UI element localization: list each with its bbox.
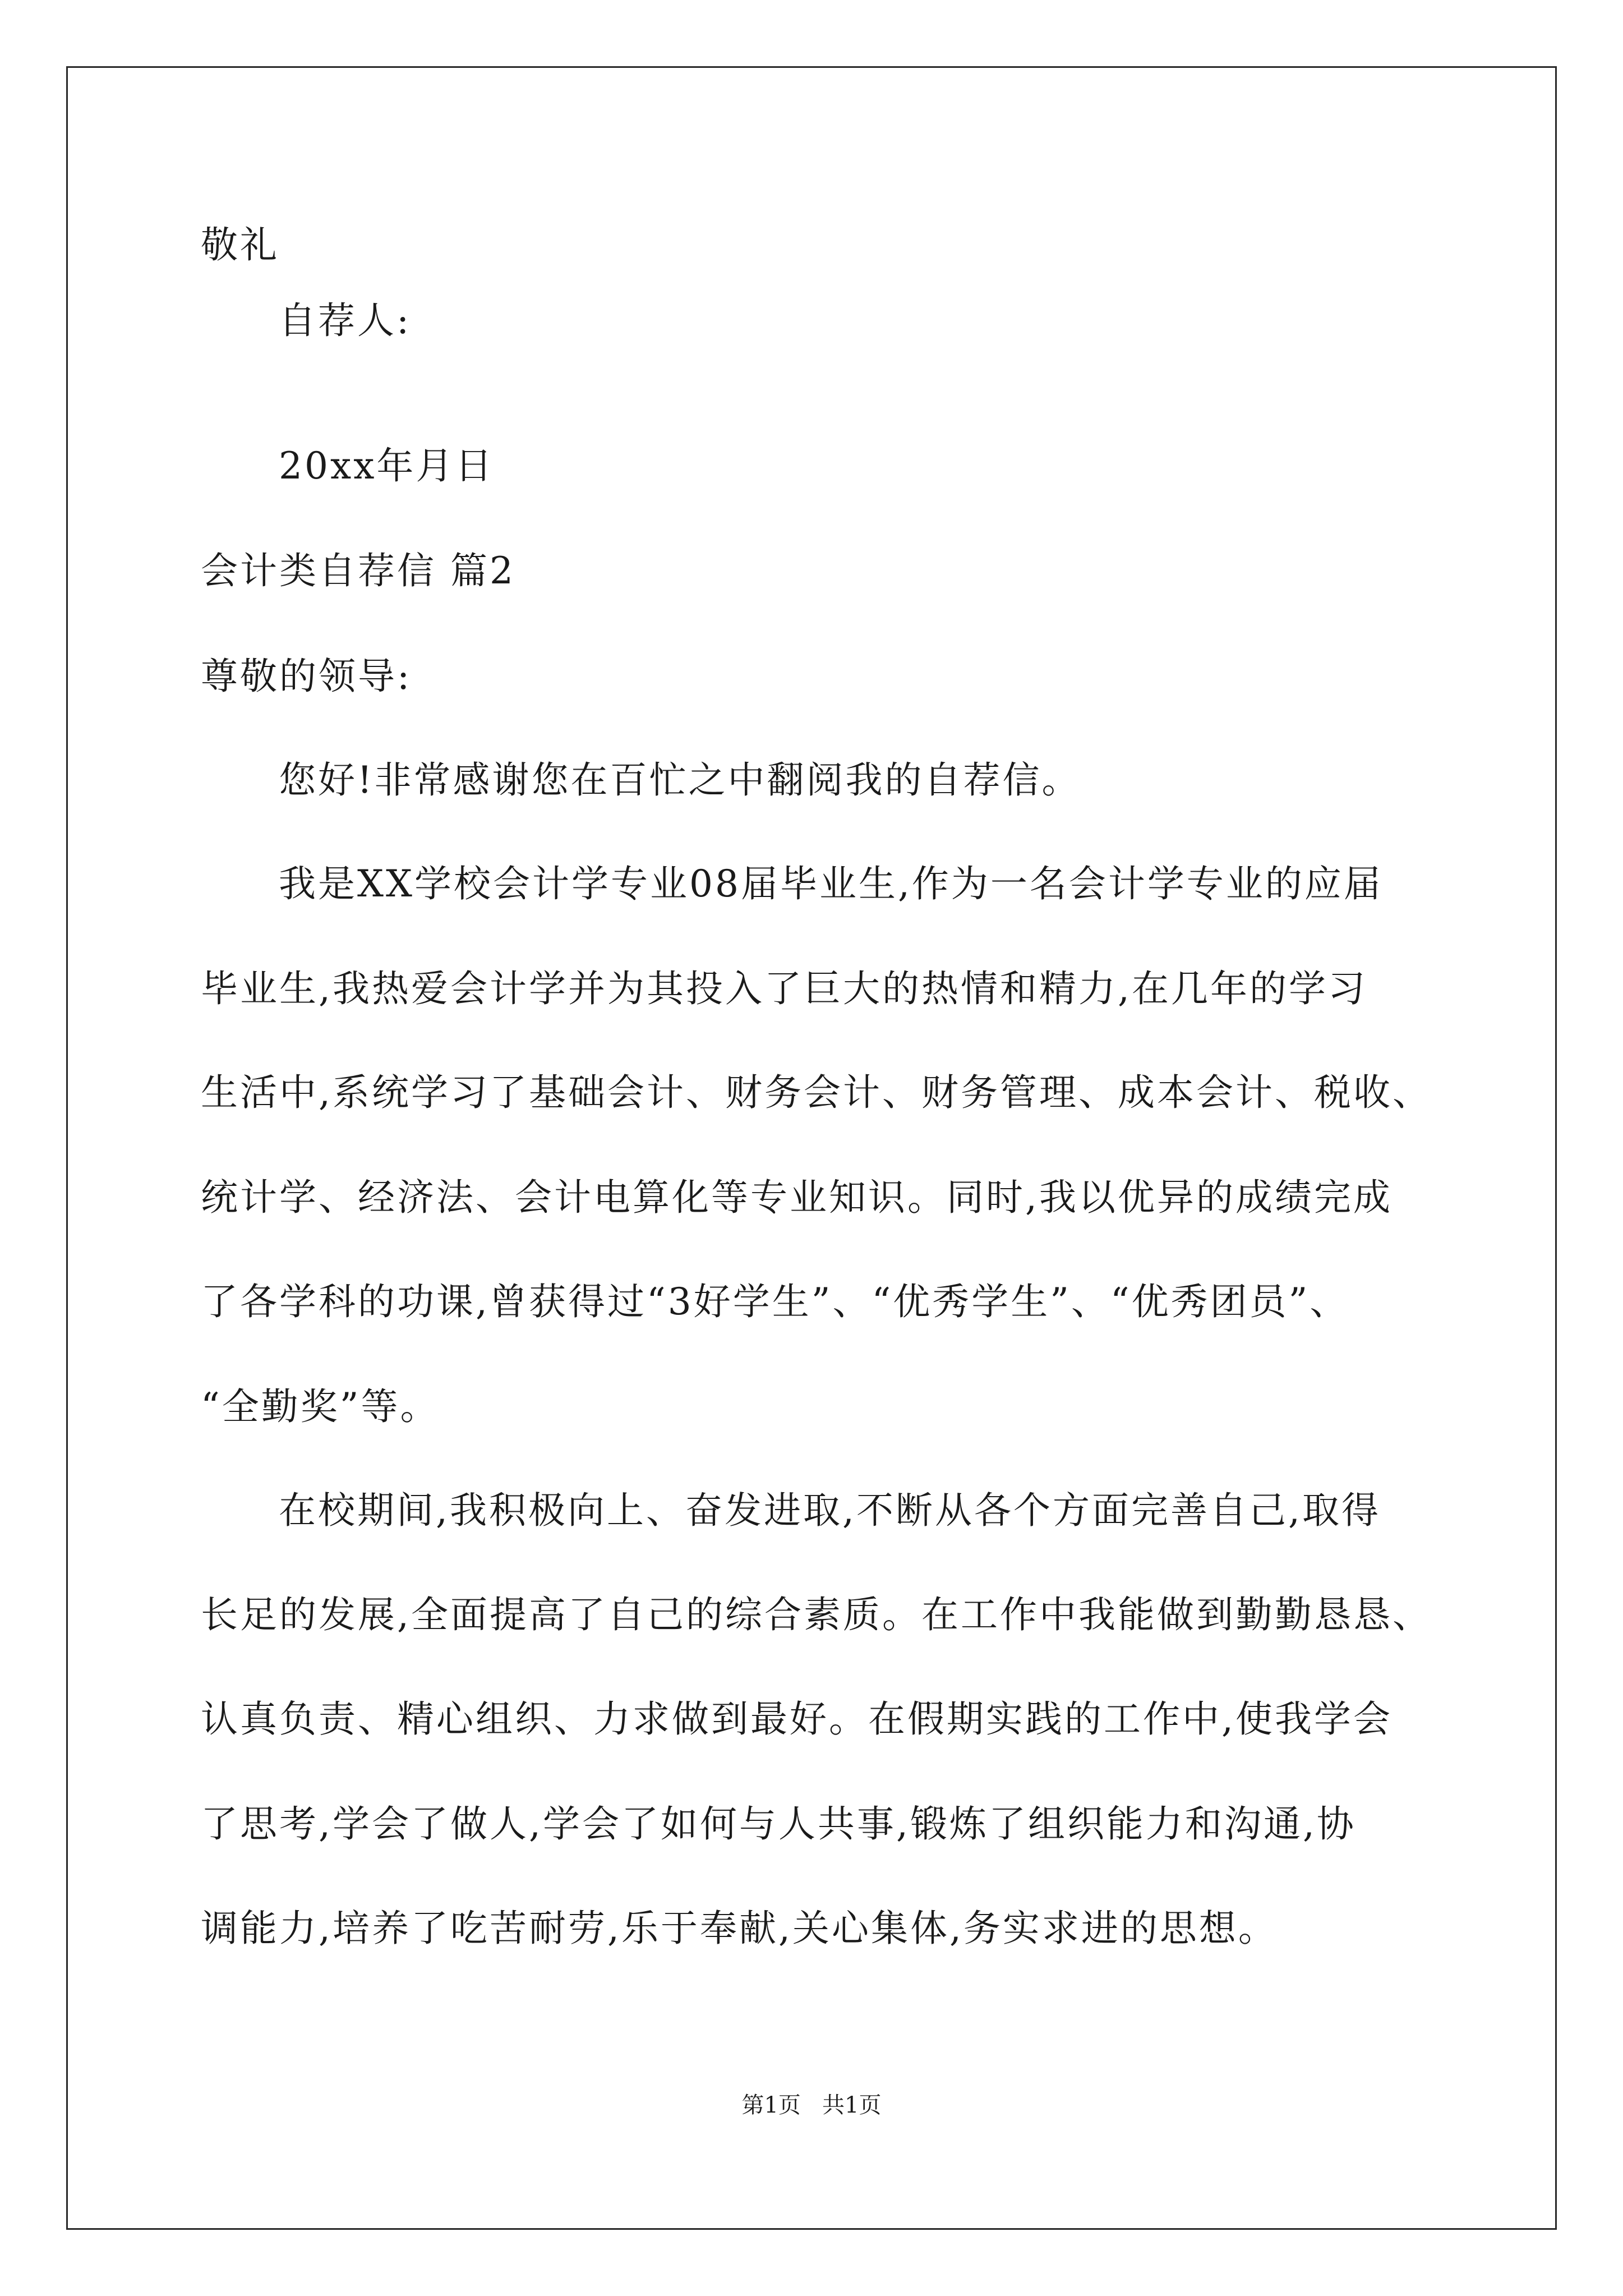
section-title: 会计类自荐信 篇2 <box>201 549 515 592</box>
page-footer: 第1页 共1页 <box>741 2092 882 2118</box>
paragraph-3-line-3: 认真负责、精心组织、力求做到最好。在假期实践的工作中,使我学会 <box>201 1697 1393 1741</box>
paragraph-1-line-1: 您好!非常感谢您在百忙之中翻阅我的自荐信。 <box>279 758 1081 802</box>
paragraph-2-line-6: “全勤奖”等。 <box>201 1385 440 1428</box>
paragraph-3-line-4: 了思考,学会了做人,学会了如何与人共事,锻炼了组织能力和沟通,协 <box>201 1802 1356 1846</box>
paragraph-2-line-5: 了各学科的功课,曾获得过“3好学生”、“优秀学生”、“优秀团员”、 <box>201 1280 1349 1323</box>
paragraph-3-line-5: 调能力,培养了吃苦耐劳,乐于奉献,关心集体,务实求进的思想。 <box>201 1907 1278 1950</box>
paragraph-2-line-2: 毕业生,我热爱会计学并为其投入了巨大的热情和精力,在几年的学习 <box>201 967 1367 1010</box>
closing-text: 敬礼 <box>201 223 279 266</box>
paragraph-2-line-1: 我是XX学校会计学专业08届毕业生,作为一名会计学专业的应届 <box>279 862 1383 905</box>
page-border <box>66 66 1557 2230</box>
paragraph-2-line-4: 统计学、经济法、会计电算化等专业知识。同时,我以优异的成绩完成 <box>201 1176 1393 1219</box>
salutation: 尊敬的领导: <box>201 655 412 698</box>
paragraph-3-line-2: 长足的发展,全面提高了自己的综合素质。在工作中我能做到勤勤恳恳、 <box>201 1593 1432 1636</box>
paragraph-2-line-3: 生活中,系统学习了基础会计、财务会计、财务管理、成本会计、税收、 <box>201 1071 1432 1114</box>
date-line: 20xx年月日 <box>279 444 495 487</box>
paragraph-3-line-1: 在校期间,我积极向上、奋发进取,不断从各个方面完善自己,取得 <box>279 1489 1381 1532</box>
signature-line: 自荐人: <box>279 299 412 342</box>
